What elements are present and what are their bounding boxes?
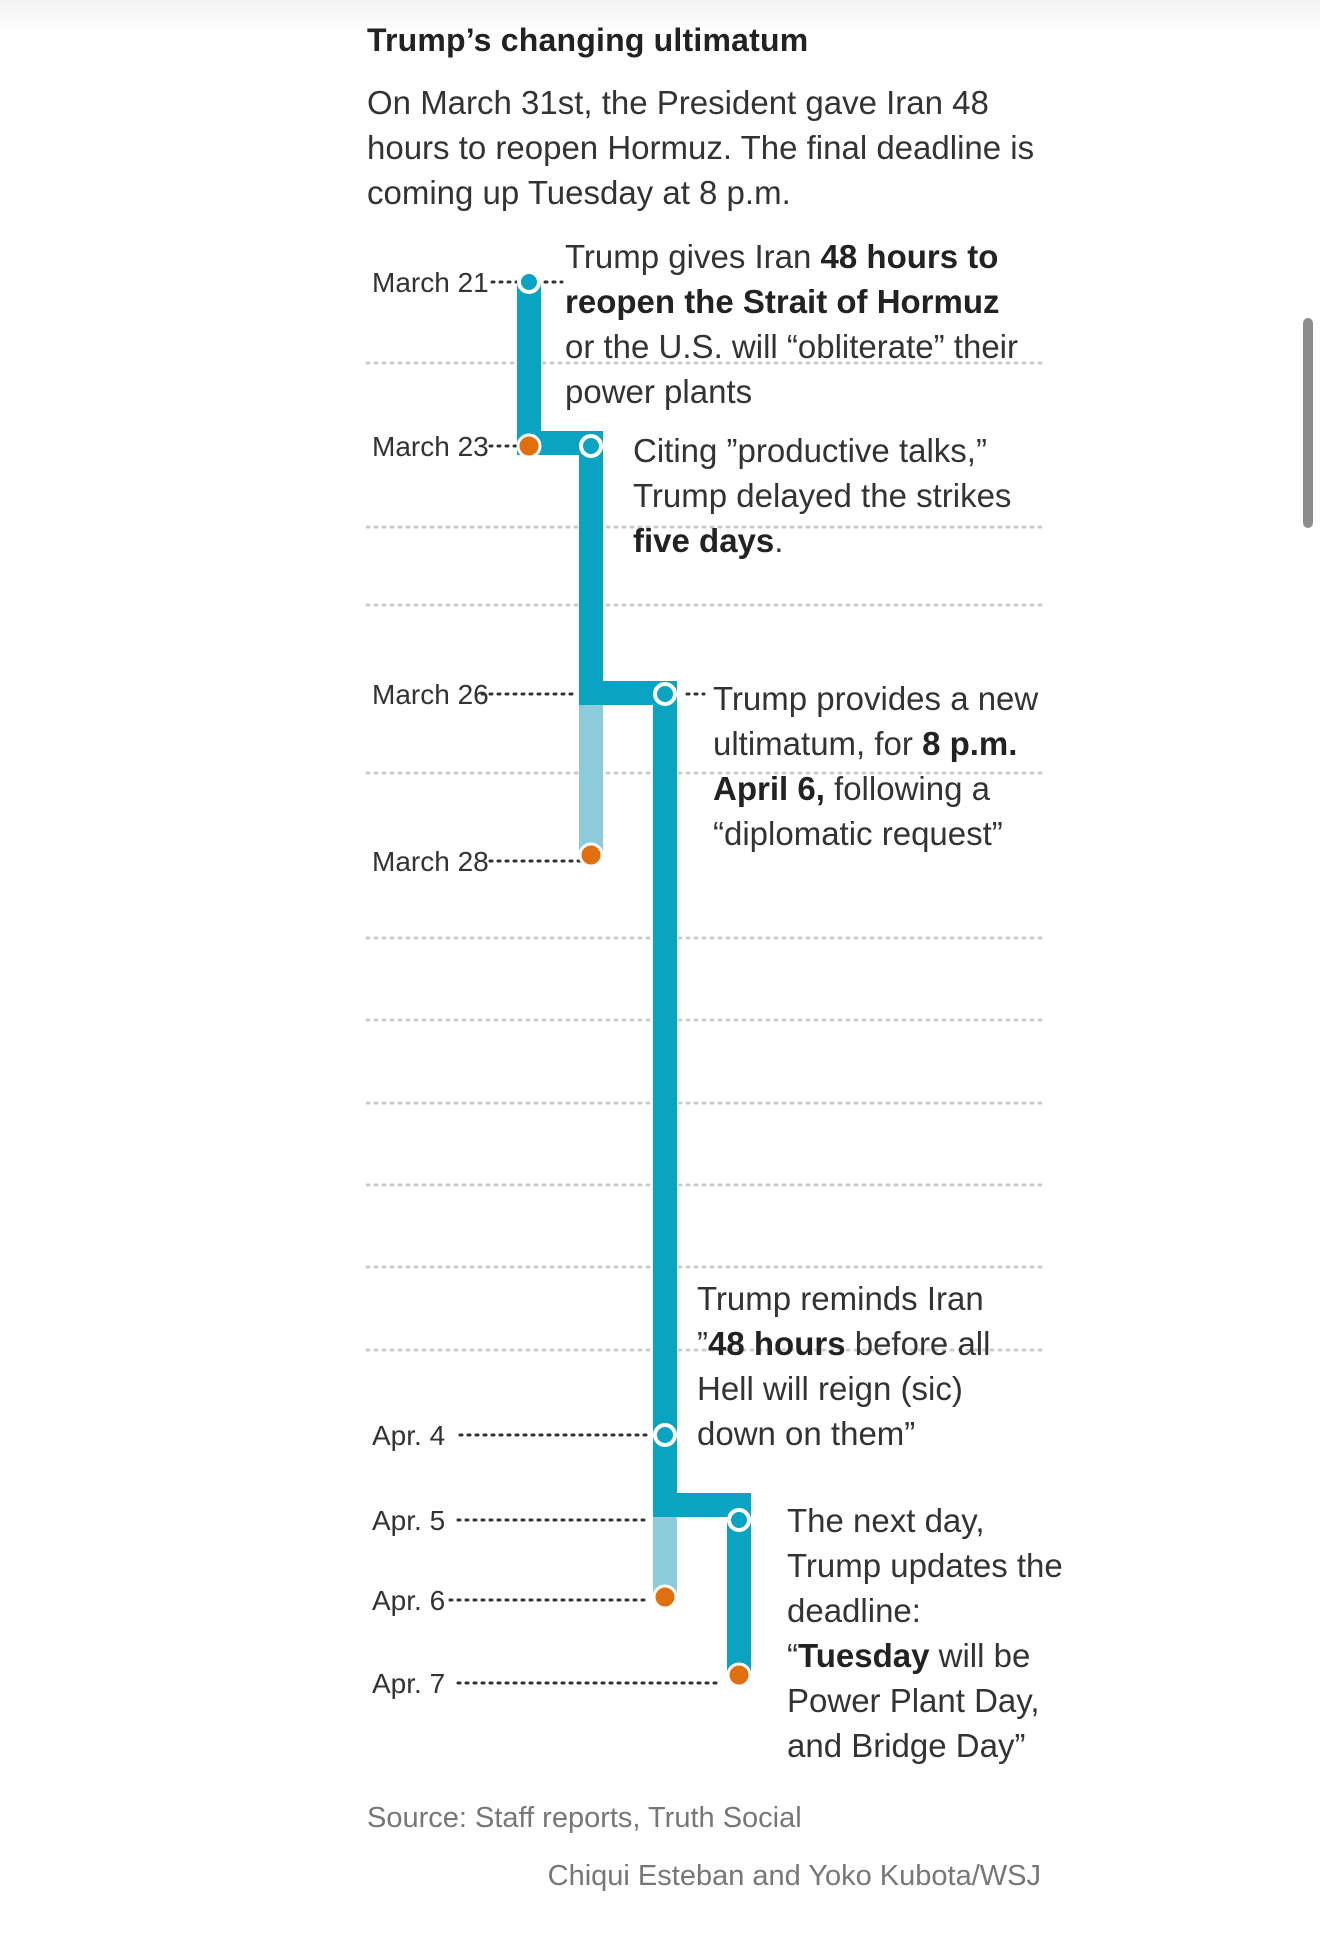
announcement-marker	[655, 684, 675, 704]
annotation-text: Trump provides a new ultimatum, for	[713, 680, 1039, 762]
annotation-text: Citing ”productive talks,” Trump delayed the strikes	[633, 432, 1012, 514]
annotation-text: will be Power Plant Day, and Bridge Day”	[787, 1637, 1040, 1764]
date-label: Apr. 5	[372, 1505, 446, 1536]
date-label: Apr. 6	[372, 1585, 446, 1616]
annotation-text: 48 hours to reopen the Strait of Hormuz	[565, 238, 1000, 320]
annotation-march-23	[633, 428, 1023, 563]
annotation-text: Tuesday	[798, 1637, 930, 1674]
credit-line: Chiqui Esteban and Yoko Kubota/WSJ	[547, 1860, 1041, 1892]
annotation-text: following a “diplomatic request”	[713, 770, 1003, 852]
annotation-text: .	[774, 522, 784, 559]
annotation-apr-5	[787, 1498, 1067, 1768]
chart-subtitle: On March 31st, the President gave Iran 48 hours to reopen Hormuz. The final deadline is coming up Tuesday at 8 p.m.	[367, 84, 1035, 211]
date-label: March 23	[372, 431, 489, 462]
announcement-marker	[519, 272, 539, 292]
annotation-text: Trump reminds Iran ”	[697, 1280, 984, 1362]
announcement-marker	[581, 436, 601, 456]
annotation-text: or the U.S. will “obliterate” their power plants	[565, 328, 1018, 410]
announcement-marker	[655, 1425, 675, 1445]
annotation-text: five days	[633, 522, 775, 559]
annotation-text: Trump gives Iran	[565, 238, 821, 275]
deadline-marker	[518, 435, 540, 457]
date-label: Apr. 4	[372, 1420, 446, 1451]
source-note: Source: Staff reports, Truth Social	[367, 1802, 802, 1834]
scrollbar[interactable]	[1303, 318, 1313, 528]
date-label: March 26	[372, 679, 489, 710]
date-label: Apr. 7	[372, 1668, 446, 1699]
date-label: March 21	[372, 267, 489, 298]
date-label: March 28	[372, 846, 489, 877]
deadline-marker	[728, 1664, 750, 1686]
annotation-march-21	[565, 234, 1035, 414]
annotation-text: The next day, Trump updates the deadline: “	[787, 1502, 1063, 1674]
deadline-marker	[580, 844, 602, 866]
announcement-marker	[729, 1510, 749, 1530]
annotation-text: 48 hours	[708, 1325, 846, 1362]
deadline-marker	[654, 1586, 676, 1608]
chart-title: Trump’s changing ultimatum	[367, 22, 809, 58]
annotation-text: before all Hell will reign (sic) down on them”	[697, 1325, 991, 1452]
annotation-text: 8 p.m. April 6,	[713, 725, 1018, 807]
annotation-apr-4	[697, 1276, 997, 1456]
annotation-march-26	[713, 676, 1058, 856]
